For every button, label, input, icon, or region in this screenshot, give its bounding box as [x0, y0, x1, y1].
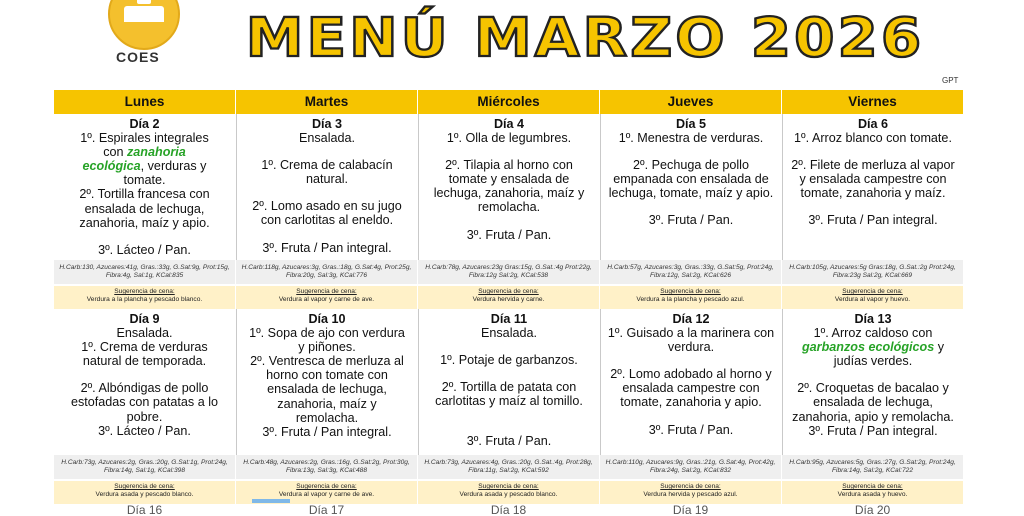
nutrition-info [54, 260, 235, 284]
menu-line [604, 326, 778, 340]
menu-line [786, 395, 960, 409]
menu-line [57, 159, 232, 173]
menu-line [786, 340, 960, 354]
menu-text: 1º. Arroz blanco con tomate. [794, 131, 952, 146]
menu-text: y ensalada campestre con [799, 172, 947, 187]
menu-text: 2º. Croquetas de bacalao y [797, 381, 949, 396]
menu-text: Ensalada. [480, 326, 537, 341]
menu-table [54, 90, 966, 516]
menu-text: horno con tomate con [266, 368, 388, 383]
menu-text: ensalada de lechuga, [813, 395, 933, 410]
line-gap [786, 200, 960, 213]
dinner-suggestion [54, 286, 235, 309]
line-gap [604, 354, 778, 367]
day-label: Día 10 [308, 312, 346, 326]
nutrition-text: H.Carb:78g, Azucares:23g Gras:15g, G.Sat.:4g Prot:22g, Fibra:12g Sal:2g, KCal:538 [425, 263, 592, 279]
menu-line [604, 367, 778, 381]
menu-text: verdura. [667, 340, 715, 355]
menu-line [240, 368, 414, 382]
menu-line [422, 200, 596, 214]
menu-text: tomate. [123, 173, 166, 188]
menu-text: y [934, 340, 945, 355]
day-label: Día 4 [493, 117, 525, 131]
next-day-label: Día 20 [854, 504, 891, 516]
menu-text: tomate, zanahoria y apio. [620, 395, 762, 410]
menu-text: natural. [305, 172, 348, 187]
menu-line [786, 131, 960, 145]
suggestion-text: Verdura hervida y pescado azul. [643, 491, 738, 499]
logo-emblem [108, 0, 180, 50]
line-gap [240, 145, 414, 158]
menu-line [240, 241, 414, 255]
menu-text: 2º. Pechuga de pollo [633, 158, 749, 173]
menu-day-cell [54, 114, 235, 260]
dinner-suggestion [418, 481, 599, 504]
logo-book-icon [124, 6, 164, 22]
menu-text: ensalada de lechuga, [84, 201, 205, 216]
menu-line [604, 158, 778, 172]
menu-text: 2º. Lomo adobado al horno y [610, 367, 772, 382]
dinner-suggestion [600, 286, 781, 309]
menu-day-cell [236, 114, 417, 260]
nutrition-info [600, 455, 781, 479]
nutrition-text: H.Carb:73g, Azucares:4g, Gras.:20g, G.Sat.:4g, Prot:28g, Fibra:11g, Sal:2g, KCal:592 [424, 458, 593, 474]
nutrition-info [600, 260, 781, 284]
day-label: Día 2 [129, 117, 160, 131]
logo-figure-icon [137, 0, 151, 4]
menu-line [786, 158, 960, 172]
line-gap [422, 408, 596, 421]
suggestion-title: Sugerencia de cena: [842, 483, 903, 490]
nutrition-text: H.Carb:130, Azucares:41g, Gras.:33g, G.Sat:9g, Prot:15g, Fibra:4g, Sal:1g, KCal:835 [59, 263, 230, 279]
nutrition-text: H.Carb:48g, Azucares:2g, Gras.:16g, G.Sat:2g, Prot:30g, Fibra:13g, Sal:3g, KCal:488 [243, 458, 410, 474]
dinner-suggestion [782, 481, 963, 504]
menu-day-cell [236, 309, 417, 455]
nutrition-text: H.Carb:57g, Azucares:3g, Gras.:33g, G.Sat:5g, Prot:24g, Fibra:12g, Sal:2g, KCal:626 [607, 263, 774, 279]
menu-line [57, 202, 232, 216]
menu-text: 3º. Fruta / Pan integral. [262, 240, 392, 255]
day-label: Día 12 [672, 312, 710, 326]
menu-text: 1º. Espirales integrales [80, 131, 209, 146]
blue-marker [252, 499, 290, 503]
menu-text: Ensalada. [116, 326, 173, 341]
nutrition-text: H.Carb:118g, Azucares:3g, Gras.:18g, G.Sat:4g, Prot:25g, Fibra:20g, Sal:3g, KCal:776 [241, 263, 412, 279]
weekday-header: Martes [236, 90, 417, 114]
suggestion-title: Sugerencia de cena: [296, 288, 357, 295]
dinner-suggestion [54, 481, 235, 504]
day-label: Día 11 [490, 312, 528, 326]
nutrition-info [782, 455, 963, 479]
menu-text: remolacha. [295, 410, 359, 425]
menu-line [57, 243, 232, 257]
menu-line [240, 425, 414, 439]
menu-line [422, 394, 596, 408]
menu-line [57, 131, 232, 145]
menu-line [604, 340, 778, 354]
suggestion-title: Sugerencia de cena: [478, 288, 539, 295]
menu-line [240, 354, 414, 368]
dinner-suggestion [600, 481, 781, 504]
menu-line [57, 395, 232, 409]
suggestion-title: Sugerencia de cena: [660, 288, 721, 295]
menu-text: 2º. Tilapia al horno con [445, 158, 573, 173]
menu-text: pobre. [126, 409, 163, 424]
suggestion-title: Sugerencia de cena: [660, 483, 721, 490]
menu-line [57, 173, 232, 187]
menu-day-cell [600, 309, 781, 455]
menu-text: 2º. Albóndigas de pollo [80, 381, 209, 396]
gpt-tag: GPT [942, 76, 959, 85]
next-day-label: Día 16 [126, 504, 163, 516]
menu-text: 1º. Menestra de verduras. [618, 131, 764, 146]
line-gap [786, 145, 960, 158]
menu-text: ensalada campestre con [622, 381, 760, 396]
menu-day-cell [54, 309, 235, 455]
day-label: Día 5 [675, 117, 707, 131]
nutrition-info [236, 260, 417, 284]
nutrition-text: H.Carb:105g, Azucares:5g Gras:18g, G.Sat.:2g Prot:24g, Fibra:23g Sal:2g, KCal:669 [789, 263, 956, 279]
suggestion-text: Verdura asada y pescado blanco. [95, 491, 194, 499]
suggestion-text: Verdura asada y huevo. [837, 491, 908, 499]
menu-line [422, 380, 596, 394]
menu-line [422, 131, 596, 145]
menu-text: con carlotitas al eneldo. [260, 213, 394, 228]
menu-text: 3º. Fruta / Pan integral. [262, 424, 392, 439]
suggestion-text: Verdura a la plancha y pescado azul. [636, 296, 745, 304]
menu-line [57, 187, 232, 201]
menu-line [604, 131, 778, 145]
menu-line [422, 158, 596, 172]
menu-line [422, 228, 596, 242]
line-gap [57, 230, 232, 243]
nutrition-info [418, 260, 599, 284]
menu-text: 3º. Lácteo / Pan. [98, 423, 191, 438]
day-label: Día 6 [857, 117, 889, 131]
menu-text: 1º. Crema de verduras [81, 340, 208, 355]
menu-line [240, 213, 414, 227]
menu-text: 2º. Tortilla francesa con [79, 187, 210, 202]
suggestion-title: Sugerencia de cena: [842, 288, 903, 295]
line-gap [604, 200, 778, 213]
menu-text: zanahoria, apio y remolacha. [792, 409, 954, 424]
menu-line [57, 340, 232, 354]
menu-line [57, 145, 232, 159]
menu-text: 2º. Filete de merluza al vapor [791, 158, 955, 173]
line-gap [422, 340, 596, 353]
eco-highlight: zanahoria [127, 145, 186, 160]
menu-line [240, 199, 414, 213]
menu-text: tomate y ensalada de [448, 172, 570, 187]
next-day-label: Día 19 [672, 504, 709, 516]
dinner-suggestion [236, 286, 417, 309]
weekday-header: Viernes [782, 90, 963, 114]
weekday-header: Lunes [54, 90, 235, 114]
menu-text: natural de temporada. [82, 354, 207, 369]
menu-line [240, 172, 414, 186]
menu-text: y piñones. [298, 340, 356, 355]
menu-line [57, 216, 232, 230]
menu-line [786, 172, 960, 186]
line-gap [240, 228, 414, 241]
menu-line [240, 411, 414, 425]
menu-line [240, 326, 414, 340]
menu-text: 1º. Guisado a la marinera con [607, 326, 775, 341]
menu-line [422, 186, 596, 200]
menu-text: ensalada de lechuga, [267, 382, 387, 397]
suggestion-title: Sugerencia de cena: [114, 483, 175, 490]
line-gap [422, 367, 596, 380]
menu-text: zanahoria, maíz y apio. [79, 215, 210, 230]
menu-text: lechuga, tomate, maíz y apio. [608, 186, 774, 201]
dinner-suggestion [418, 286, 599, 309]
menu-day-cell [600, 114, 781, 260]
menu-text: zanahoria, maíz y [277, 396, 377, 411]
menu-line [240, 158, 414, 172]
dinner-suggestion [782, 286, 963, 309]
menu-text: remolacha. [477, 200, 541, 215]
menu-line [422, 172, 596, 186]
menu-line [57, 354, 232, 368]
menu-text: 2º. Lomo asado en su jugo [252, 199, 402, 214]
suggestion-title: Sugerencia de cena: [114, 288, 175, 295]
day-label: Día 9 [129, 312, 160, 326]
menu-line [786, 381, 960, 395]
menu-text: judías verdes. [833, 354, 913, 369]
menu-text: 3º. Fruta / Pan. [648, 422, 734, 437]
menu-line [604, 213, 778, 227]
suggestion-text: Verdura al vapor y carne de ave. [278, 491, 375, 499]
menu-line [786, 410, 960, 424]
suggestion-text: Verdura al vapor y carne de ave. [278, 296, 375, 304]
menu-text: con [103, 145, 127, 160]
line-gap [240, 186, 414, 199]
line-gap [422, 421, 596, 434]
menu-text: Ensalada. [298, 131, 355, 146]
suggestion-text: Verdura a la plancha y pescado blanco. [86, 296, 203, 304]
menu-line [240, 382, 414, 396]
menu-line [604, 172, 778, 186]
menu-text: carlotitas y maíz al tomillo. [435, 394, 583, 409]
nutrition-info [236, 455, 417, 479]
menu-text: 1º. Crema de calabacín [261, 158, 393, 173]
menu-day-cell [782, 309, 963, 455]
logo-text: COES [116, 49, 160, 65]
menu-line [786, 186, 960, 200]
menu-text: 1º. Potaje de garbanzos. [440, 353, 578, 368]
suggestion-text: Verdura hervida y carne. [472, 296, 545, 304]
eco-highlight: ecológica [82, 159, 141, 174]
line-gap [422, 145, 596, 158]
menu-line [57, 410, 232, 424]
menu-line [604, 186, 778, 200]
menu-line [57, 381, 232, 395]
menu-text: 3º. Lácteo / Pan. [98, 242, 191, 257]
menu-day-cell [418, 309, 599, 455]
line-gap [604, 145, 778, 158]
next-day-label: Día 17 [308, 504, 345, 516]
menu-text: 1º. Sopa de ajo con verdura [249, 326, 405, 341]
suggestion-text: Verdura al vapor y huevo. [834, 296, 911, 304]
suggestion-title: Sugerencia de cena: [478, 483, 539, 490]
menu-text: 3º. Fruta / Pan. [466, 227, 552, 242]
day-label: Día 3 [311, 117, 343, 131]
menu-line [240, 131, 414, 145]
menu-text: lechuga, zanahoria, maíz y [433, 186, 585, 201]
menu-text: empanada con ensalada de [613, 172, 769, 187]
menu-text: 3º. Fruta / Pan integral. [808, 423, 938, 438]
next-day-label: Día 18 [490, 504, 527, 516]
menu-line [57, 326, 232, 340]
page-title: MENÚ MARZO 2026 [245, 6, 925, 69]
menu-line [786, 424, 960, 438]
menu-text: 3º. Fruta / Pan. [466, 434, 552, 449]
weekday-header: Miércoles [418, 90, 599, 114]
menu-day-cell [418, 114, 599, 260]
weekday-header: Jueves [600, 90, 781, 114]
menu-text: 2º. Tortilla de patata con [441, 380, 577, 395]
nutrition-info [54, 455, 235, 479]
menu-line [786, 326, 960, 340]
menu-text: 3º. Fruta / Pan integral. [808, 213, 938, 228]
menu-line [57, 424, 232, 438]
menu-line [422, 326, 596, 340]
suggestion-text: Verdura asada y pescado blanco. [459, 491, 558, 499]
coes-logo [98, 0, 186, 70]
menu-line [240, 397, 414, 411]
nutrition-text: H.Carb:95g, Azucares:5g, Gras.:27g, G.Sat:2g, Prot:24g, Fibra:14g, Sal:2g, KCal:722 [789, 458, 956, 474]
nutrition-text: H.Carb:110g, Azucares:9g, Gras.:21g, G.Sat:4g, Prot:42g, Fibra:24g, Sal:2g, KCal:832 [605, 458, 776, 474]
menu-text: estofadas con patatas a lo [70, 395, 219, 410]
menu-line [240, 340, 414, 354]
menu-line [604, 423, 778, 437]
eco-highlight: garbanzos ecológicos [801, 340, 935, 355]
menu-line [786, 354, 960, 368]
menu-line [422, 353, 596, 367]
suggestion-title: Sugerencia de cena: [296, 483, 357, 490]
menu-line [604, 381, 778, 395]
menu-line [422, 434, 596, 448]
day-label: Día 13 [854, 312, 892, 326]
menu-day-cell [782, 114, 963, 260]
nutrition-info [782, 260, 963, 284]
menu-text: tomate, zanahoria y maíz. [800, 186, 946, 201]
menu-text: 1º. Arroz caldoso con [813, 326, 933, 341]
menu-text: 3º. Fruta / Pan. [648, 213, 734, 228]
nutrition-info [418, 455, 599, 479]
menu-text: 1º. Olla de legumbres. [446, 131, 572, 146]
nutrition-text: H.Carb:73g, Azucares:2g, Gras.:20g, G.Sat:1g, Prot:24g, Fibra:14g, Sal:1g, KCal:398 [61, 458, 228, 474]
menu-line [786, 213, 960, 227]
line-gap [422, 215, 596, 228]
menu-line [604, 395, 778, 409]
line-gap [57, 368, 232, 381]
line-gap [786, 368, 960, 381]
line-gap [604, 410, 778, 423]
menu-text: 2º. Ventresca de merluza al [250, 354, 404, 369]
menu-text: , verduras y [140, 159, 207, 174]
